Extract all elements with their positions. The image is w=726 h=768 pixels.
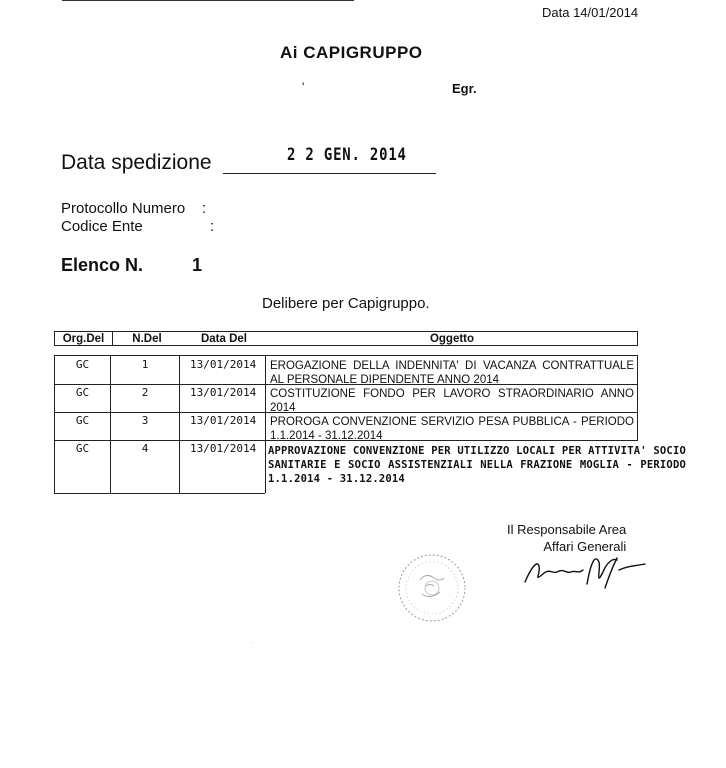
elenco-label: Elenco N. bbox=[61, 255, 144, 275]
cell-num: 3 bbox=[141, 414, 149, 427]
responsible-line-2: Affari Generali bbox=[543, 539, 627, 554]
codice-ente-label: Codice Ente bbox=[61, 218, 143, 235]
protocollo-label: Protocollo Numero bbox=[61, 200, 186, 217]
cell-date: 13/01/2014 bbox=[190, 442, 257, 455]
handwritten-signature-icon bbox=[521, 548, 649, 590]
data-spedizione-stamp: 2 2 GEN. 2014 bbox=[287, 145, 407, 165]
recipient-salutation: Egr. bbox=[452, 81, 477, 96]
col-line bbox=[637, 355, 638, 440]
cell-num: 4 bbox=[141, 442, 149, 455]
data-spedizione-line bbox=[223, 173, 436, 174]
codice-ente-colon: : bbox=[210, 218, 215, 235]
official-seal-icon bbox=[396, 550, 468, 626]
tick-mark: ' bbox=[302, 80, 305, 94]
cell-num: 1 bbox=[141, 358, 149, 371]
row-line bbox=[54, 493, 265, 494]
cell-oggetto: COSTITUZIONE FONDO PER LAVORO STRAORDINARIO ANNO 2014 bbox=[270, 388, 634, 414]
cell-oggetto: APPROVAZIONE CONVENZIONE PER UTILIZZO LOCALI PER ATTIVITA' SOCIO SANITARIE E SOCIO ASSISTENZIALI NELLA FRAZIONE MOGLIA - PERIODO 1.1.2014 - 31.12.2014 bbox=[268, 445, 686, 485]
header-n-del: N.Del bbox=[132, 332, 162, 345]
protocollo-colon: : bbox=[202, 200, 207, 217]
cell-org: GC bbox=[75, 358, 90, 371]
cell-org: GC bbox=[75, 386, 90, 399]
cell-num: 2 bbox=[141, 386, 149, 399]
cell-date: 13/01/2014 bbox=[190, 358, 257, 371]
protocol-block bbox=[61, 200, 215, 236]
top-rule bbox=[62, 0, 354, 1]
document-title: Ai CAPIGRUPPO bbox=[280, 43, 423, 62]
table-header bbox=[54, 331, 638, 346]
cell-org: GC bbox=[75, 414, 90, 427]
header-data-del: Data Del bbox=[200, 332, 248, 345]
document-date: Data 14/01/2014 bbox=[542, 5, 639, 20]
data-spedizione-label: Data spedizione bbox=[61, 151, 212, 174]
list-subtitle: Delibere per Capigruppo. bbox=[262, 295, 430, 312]
speck: · bbox=[250, 640, 252, 646]
cell-org: GC bbox=[75, 442, 90, 455]
header-org-del: Org.Del bbox=[55, 332, 113, 346]
deliberations-table bbox=[54, 355, 686, 493]
cell-date: 13/01/2014 bbox=[190, 414, 257, 427]
row-line bbox=[54, 355, 638, 356]
cell-oggetto: PROROGA CONVENZIONE SERVIZIO PESA PUBBLICA - PERIODO 1.1.2014 - 31.12.2014 bbox=[270, 416, 634, 442]
col-line bbox=[265, 355, 266, 493]
cell-date: 13/01/2014 bbox=[190, 386, 257, 399]
col-line bbox=[179, 355, 180, 493]
elenco-number: 1 bbox=[192, 255, 203, 275]
header-oggetto: Oggetto bbox=[267, 332, 638, 346]
cell-oggetto: EROGAZIONE DELLA INDENNITA' DI VACANZA CONTRATTUALE AL PERSONALE DIPENDENTE ANNO 2014 bbox=[270, 360, 634, 386]
responsible-line-1: Il Responsabile Area bbox=[507, 522, 627, 537]
